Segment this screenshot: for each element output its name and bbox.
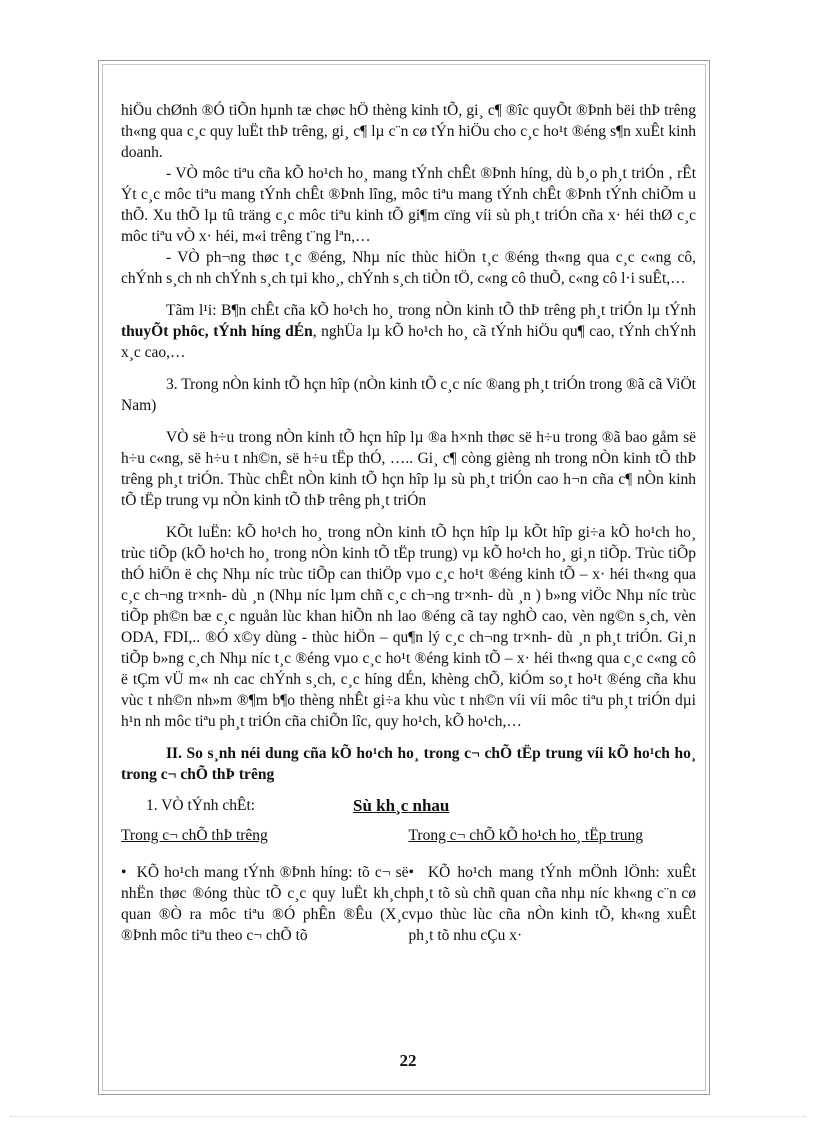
differences-title: Sù kh¸c nhau (353, 796, 450, 815)
paragraph-2: - VÒ môc tiªu cña kÕ ho¹ch ho¸ mang tÝnh chÊt ®Þnh híng, dù b¸o ph¸t triÓn , rÊt Ýt c¸c môc tiªu mang tÝnh chÊt ®Þnh lîng, môc tiªu mang tÝnh chÊt ®Þnh tÝnh chiÕm u thÕ. Xu thÕ lµ tû träng c¸c môc tiªu kinh tÕ gi¶m cïng víi sù ph¸t triÓn cña x· héi thØ c¸c môc tiªu vÒ x· héi, m«i trêng t¨ng lªn,… (121, 165, 696, 245)
market-column-text (121, 862, 409, 946)
paragraph-1: hiÖu chØnh ®Ó tiÕn hµnh tæ chøc hÖ thèng kinh tÕ, gi¸ c¶ ®îc quyÕt ®Þnh bëi thÞ trêng th«ng qua c¸c quy luËt thÞ trêng, gi¸ c¶ lµ c¨n cø tÝn hiÖu cho c¸c ho¹t ®éng s¶n xuÊt kinh doanh. (121, 102, 696, 161)
market-text: KÕ ho¹ch mang tÝnh ®Þnh híng: tõ c¬ së nhËn thøc ®óng thùc tÕ c¸c quy luËt kh¸ch quan ®Ò ra môc tiªu ®Ó phÊn ®Êu (X¸c ®Þnh môc tiªu theo c¬ chÕ tõ (121, 864, 409, 944)
central-column-text (409, 862, 697, 946)
comparison-columns (121, 825, 696, 946)
bullet-icon: • (408, 864, 414, 881)
paragraph-summary (121, 300, 696, 363)
paragraph-3: - VÒ ph¬ng thøc t¸c ®éng, Nhµ níc thùc hiÖn t¸c ®éng th«ng qua c¸c c«ng cô, chÝnh s¸ch nh chÝnh s¸ch tµi kho¸, chÝnh s¸ch tiÒn tÖ, c«ng cô thuÕ, c«ng cô l·i suÊt,… (121, 249, 696, 287)
property-label: 1. VÒ tÝnh chÊt: (146, 797, 256, 814)
page-content (121, 100, 696, 946)
summary-text-end: , nghÜa lµ kÕ ho¹ch ho¸ cã tÝnh hiÖu qu¶ cao, tÝnh chÝnh x¸c cao,… (121, 323, 697, 361)
paragraph-conclusion: KÕt luËn: kÕ ho¹ch ho¸ trong nÒn kinh tÕ hçn hîp lµ kÕt hîp gi÷a kÕ ho¹ch ho¸ trùc tiÕp (kÕ ho¹ch ho¸ trong nÒn kinh tÕ tËp trung) vµ kÕ ho¹ch ho¸ gi¸n tiÕp. Trùc tiÕp thÓ hiÖn ë chç Nhµ níc trùc tiÕp can thiÖp vµo c¸c ho¹t ®éng kinh tÕ – x· héi th«ng qua c¸c ch¬ng tr×nh- dù ¸n (Nhµ níc lµm chñ c¸c ch¬ng tr×nh- dù ¸n ) b»ng viÖc Nhµ níc trùc tiÕp ph©n bæ c¸c nguån lùc khan hiÕn nh lao ®éng cã tay nghÒ cao, vèn ng©n s¸ch, vèn ODA, FDI,.. ®Ó x©y dùng - thùc hiÖn – qu¶n lý c¸c ch¬ng tr×nh- dù ¸n ph¸t triÓn. Gi¸n tiÕp b»ng c¸ch Nhµ níc t¸c ®éng vµo c¸c ho¹t ®éng kinh tÕ – x· héi th«ng qua c¸c c«ng cô ë tÇm vÜ m« nh cac chÝnh s¸ch, c¸c híng dÉn, khèng chÕ, kiÓm so¸t ho¹t ®éng cña khu vùc t nh©n nh»m ®¶m b¶o thèng nhÊt gi÷a khu vùc t nh©n víi víi môc tiªu ph¸t triÓn dµi h¹n nh môc tiªu ph¸t triÓn cña chiÕn lîc, quy ho¹ch, kÕ ho¹ch,… (121, 524, 696, 730)
paragraph-ownership: VÒ së h÷u trong nÒn kinh tÕ hçn hîp lµ ®a h×nh thøc së h÷u trong ®ã bao gåm së h÷u c«ng, së h÷u t nh©n, së h÷u tËp thÓ, ….. Gi¸ c¶ còng gièng nh trong nÒn kinh tÕ thÞ trêng ph¸t triÓn. Thùc chÊt nÒn kinh tÕ hçn hîp lµ sù ph¸t triÓn cao h¬n cña c¶ nÒn kinh tÕ tËp trung vµ nÒn kinh tÕ thÞ trêng ph¸t triÓn (121, 429, 696, 509)
summary-bold-text: thuyÕt phôc, tÝnh híng dÉn (121, 323, 313, 340)
page-separator (10, 1116, 806, 1117)
market-column (121, 825, 409, 946)
central-text: KÕ ho¹ch mang tÝnh mÖnh lÖnh: xuÊt ph¸t tõ sù chñ quan cña nhµ níc kh«ng c¨n cø vµo thùc lùc cña nÒn kinh tÕ, kh«ng xuÊt ph¸t tõ nhu cÇu x· (408, 864, 696, 944)
central-column (409, 825, 697, 946)
comparison-header-row (121, 795, 696, 816)
section-heading: II. So s¸nh néi dung cña kÕ ho¹ch ho¸ trong c¬ chÕ tËp trung víi kÕ ho¹ch ho¸ trong c¬ chÕ thÞ trêng (121, 745, 696, 783)
bullet-icon: • (121, 864, 127, 881)
page-number: 22 (399, 1051, 417, 1070)
paragraph-heading-3: 3. Trong nÒn kinh tÕ hçn hîp (nÒn kinh tÕ c¸c níc ®ang ph¸t triÓn trong ®ã cã ViÖt Nam) (121, 376, 696, 414)
central-column-title: Trong c¬ chÕ kÕ ho¹ch ho¸ tËp trung (408, 827, 644, 844)
summary-text-start: Tãm l¹i: B¶n chÊt cña kÕ ho¹ch ho¸ trong nÒn kinh tÕ thÞ trêng ph¸t triÓn lµ tÝnh (166, 302, 696, 319)
market-column-title: Trong c¬ chÕ thÞ trêng (121, 827, 268, 844)
